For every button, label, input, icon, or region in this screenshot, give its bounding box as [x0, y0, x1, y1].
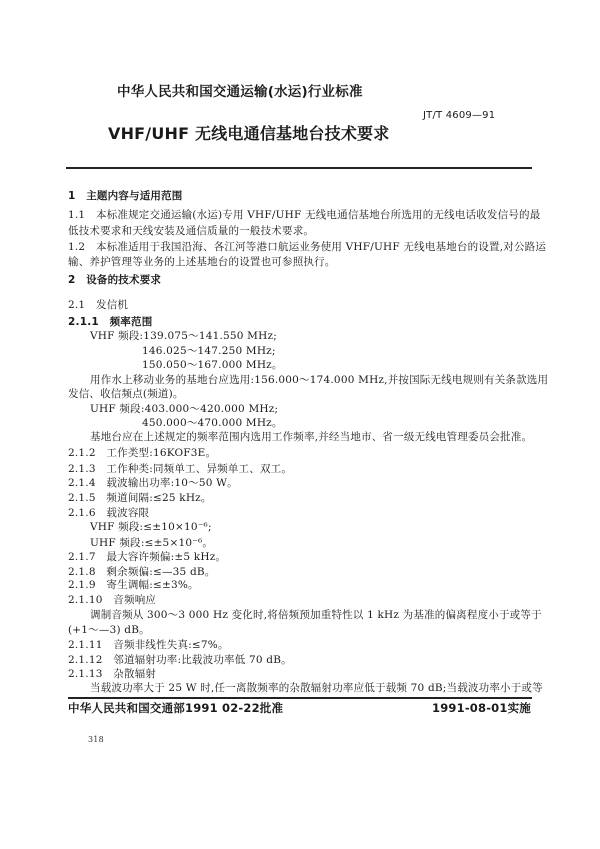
section-heading-2: 2 设备的技术要求 — [68, 274, 162, 286]
clause-2-1-6: 2.1.6 载波容限 — [68, 507, 150, 519]
clause-2-1-9: 2.1.9 寄生调幅:≤±3%。 — [68, 579, 199, 591]
tolerance-vhf: VHF 频段:≤±10×10⁻⁶; — [90, 521, 212, 533]
spurious-emission-text: 当载波功率大于 25 W 时,任一离散频率的杂散辐射功率应低于载频 70 dB;当载波功率小于或等 — [90, 682, 543, 694]
tolerance-uhf: UHF 频段:≤±5×10⁻⁶。 — [90, 537, 214, 549]
standard-code: JT/T 4609—91 — [423, 110, 496, 121]
clause-2-1-10: 2.1.10 音频响应 — [68, 594, 157, 606]
header-rule — [66, 167, 532, 169]
effective-date: 1991-08-01实施 — [432, 701, 531, 715]
vhf-band-3: 150.050～167.000 MHz。 — [142, 359, 283, 371]
clause-2-1: 2.1 发信机 — [68, 299, 129, 311]
frequency-approval-note: 基地台应在上述规定的频率范围内选用工作频率,并经当地市、省一级无线电管理委员会批准。 — [90, 431, 533, 443]
marine-band-note-cont: 发信、收信频点(频道)。 — [68, 388, 184, 400]
clause-2-1-13: 2.1.13 杂散辐射 — [68, 668, 157, 680]
issuing-authority-heading: 中华人民共和国交通运输(水运)行业标准 — [117, 84, 363, 100]
vhf-band-2: 146.025～147.250 MHz; — [142, 345, 276, 357]
audio-response-text-cont: (+1～—3) dB。 — [68, 624, 150, 636]
clause-2-1-4: 2.1.4 载波输出功率:10～50 W。 — [68, 477, 238, 489]
clause-1-1: 1.1 本标准规定交通运输(水运)专用 VHF/UHF 无线电通信基地台所选用的无线电话收发信号的最 — [68, 209, 541, 221]
clause-2-1-11: 2.1.11 音频非线性失真:≤7%。 — [68, 639, 229, 651]
uhf-band-1: UHF 频段:403.000～420.000 MHz; — [90, 403, 279, 415]
vhf-band-1: VHF 频段:139.075～141.550 MHz; — [90, 330, 277, 342]
marine-band-note: 用作水上移动业务的基地台应选用:156.000～174.000 MHz,并按国际无线电规则有关条款选用 — [90, 374, 549, 386]
approval-date: 中华人民共和国交通部1991 02-22批准 — [68, 701, 284, 715]
audio-response-text: 调制音频从 300～3 000 Hz 变化时,将倍频预加重特性以 1 kHz 为基准的偏离程度小于或等于 — [90, 609, 542, 621]
clause-2-1-3: 2.1.3 工作种类:同频单工、异频单工、双工。 — [68, 463, 293, 475]
clause-2-1-1: 2.1.1 频率范围 — [68, 316, 153, 328]
uhf-band-2: 450.000～470.000 MHz。 — [142, 417, 283, 429]
footer-rule — [68, 697, 532, 699]
page-number: 318 — [88, 735, 104, 744]
clause-2-1-12: 2.1.12 邻道辐射功率:比载波功率低 70 dB。 — [68, 654, 292, 666]
clause-2-1-8: 2.1.8 剩余频偏:≤—35 dB。 — [68, 566, 216, 578]
clause-2-1-2: 2.1.2 工作类型:16KOF3E。 — [68, 447, 217, 459]
clause-2-1-5: 2.1.5 频道间隔:≤25 kHz。 — [68, 492, 212, 504]
section-heading-1: 1 主题内容与适用范围 — [68, 190, 183, 202]
clause-1-2: 1.2 本标准适用于我国沿海、各江河等港口航运业务使用 VHF/UHF 无线电基地台的设置,对公路运 — [68, 241, 547, 253]
document-title: VHF/UHF 无线电通信基地台技术要求 — [108, 124, 390, 143]
clause-1-1-cont: 低技术要求和天线安装及通信质量的一般技术要求。 — [68, 225, 315, 237]
clause-2-1-7: 2.1.7 最大容许频偏:±5 kHz。 — [68, 551, 227, 563]
clause-1-2-cont: 输、养护管理等业务的上述基地台的设置也可参照执行。 — [68, 256, 336, 268]
